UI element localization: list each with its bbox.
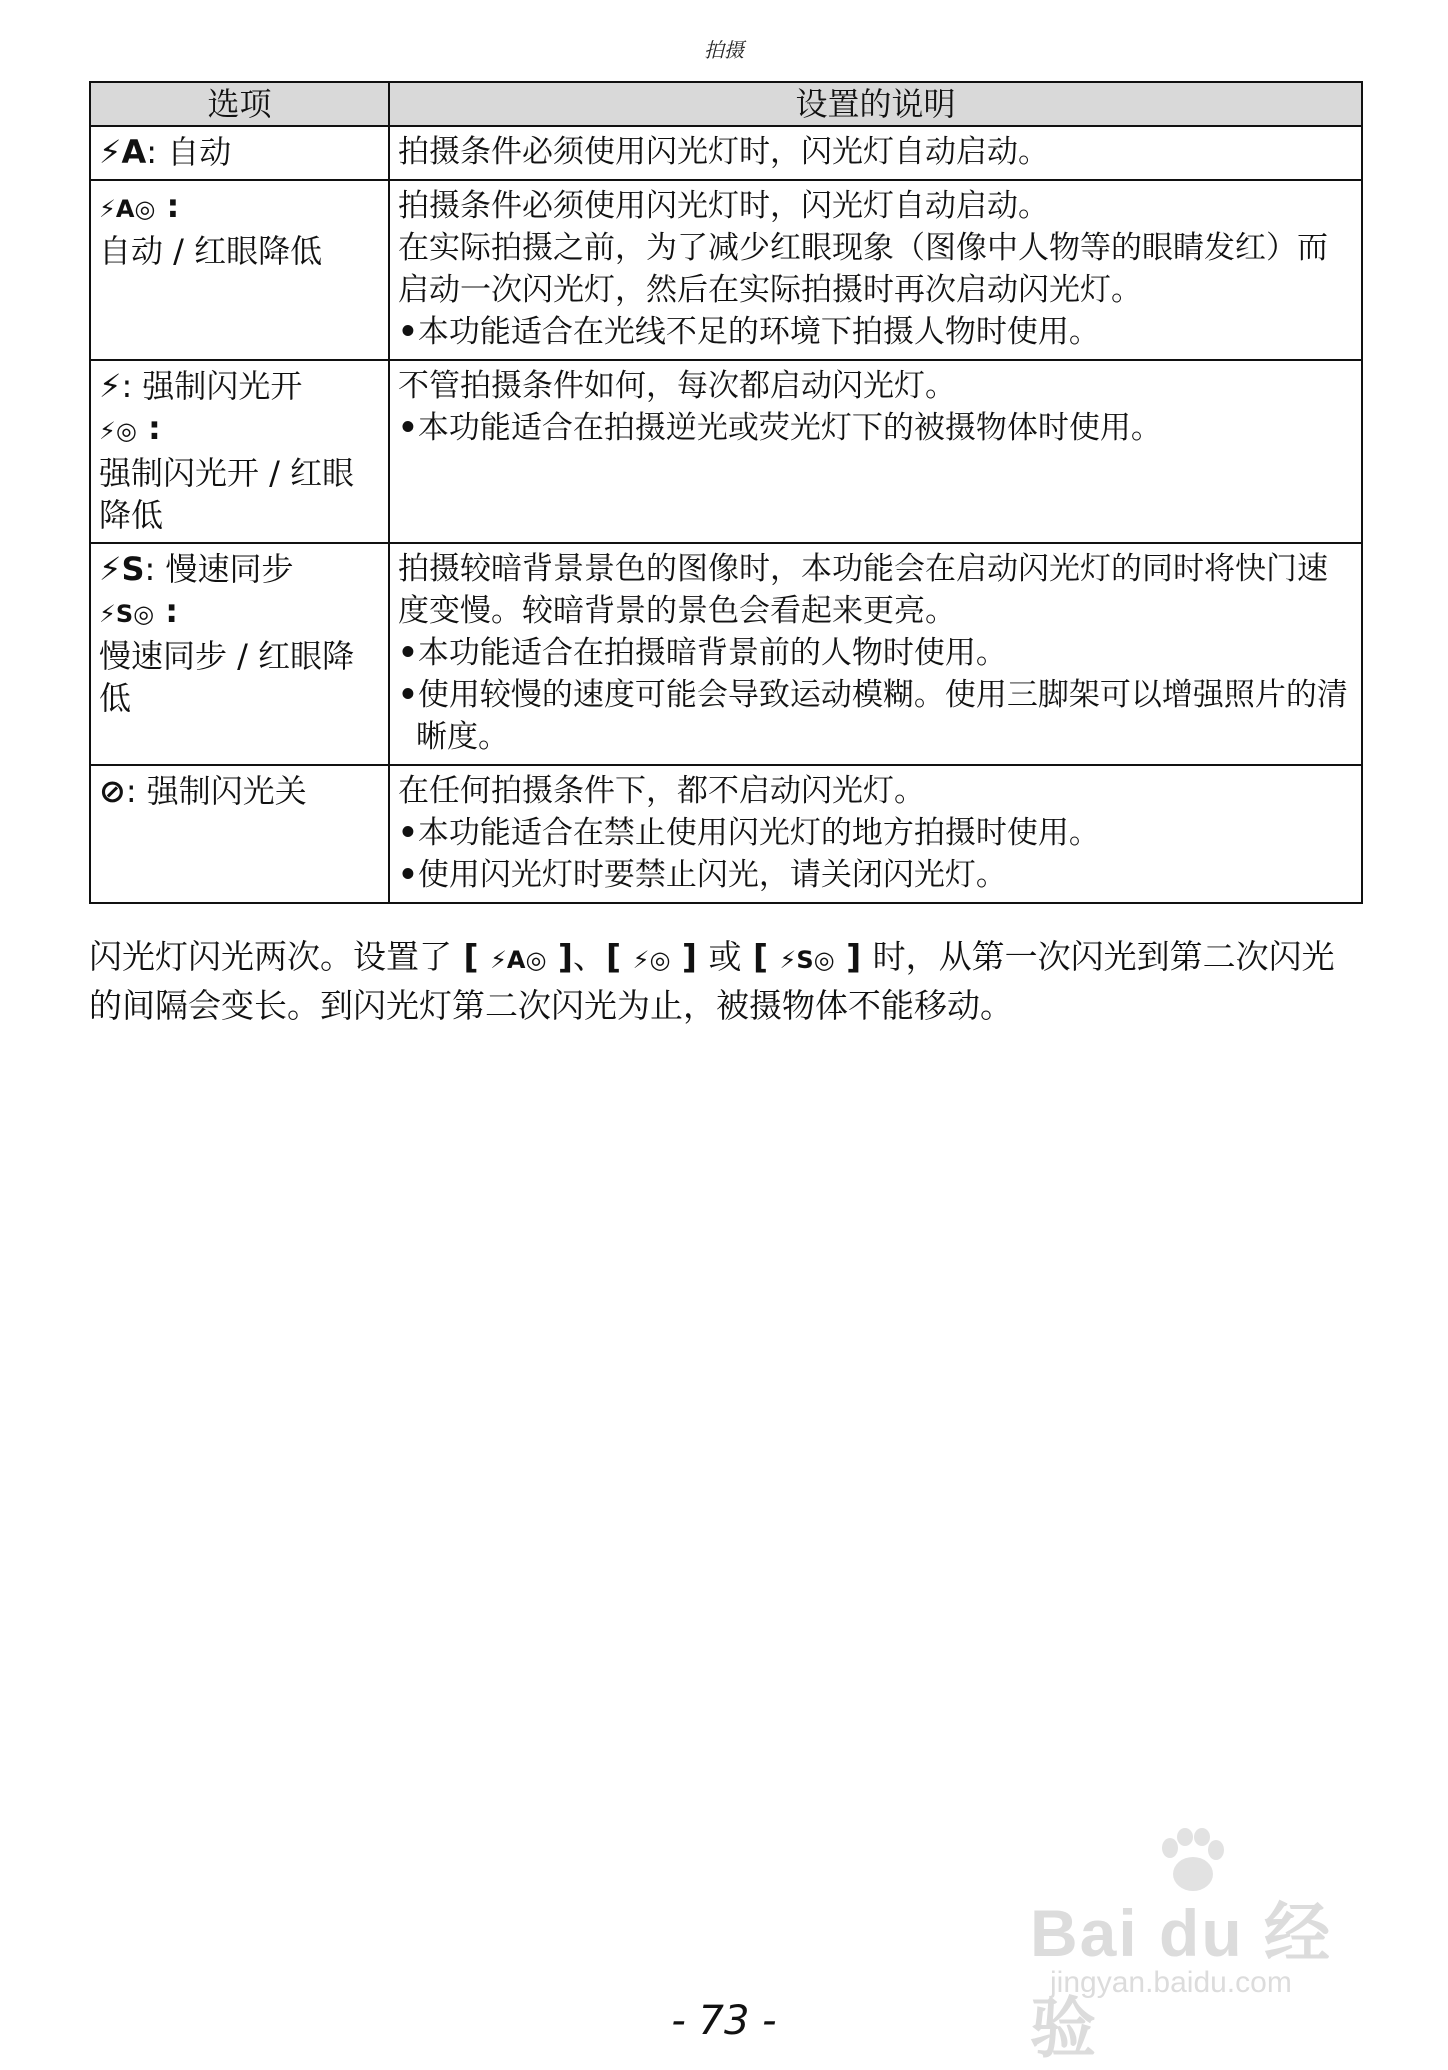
note-separator: 或: [708, 937, 742, 976]
option-cell: [90, 765, 389, 903]
option-label: : 自动: [146, 133, 232, 171]
bullet-text: 本功能适合在拍摄暗背景前的人物时使用。: [417, 635, 1007, 671]
bullet-item: •本功能适合在禁止使用闪光灯的地方拍摄时使用。: [398, 815, 1100, 851]
description-text: 在实际拍摄之前，为了减少红眼现象（图像中人物等的眼睛发红）而启动一次闪光灯，然后在实际拍摄时再次启动闪光灯。: [398, 230, 1328, 308]
flash-off-icon: ⊘: [99, 772, 126, 810]
watermark-logo: Bai du 经验: [1030, 1896, 1333, 2065]
description-cell: [389, 360, 1362, 543]
option-cell: [90, 126, 389, 180]
column-header-option: 选项: [90, 82, 389, 126]
flash-auto-redeye-icon: ⚡A◎: [490, 946, 547, 974]
flash-on-redeye-icon: ⚡◎: [99, 417, 137, 445]
note-separator: 、: [573, 937, 607, 976]
page-number: - 73 -: [671, 1998, 777, 2044]
note-text: 闪光灯闪光两次。设置了: [89, 937, 452, 976]
option-label: :: [154, 592, 179, 630]
column-header-description: 设置的说明: [389, 82, 1362, 126]
table-row: [90, 360, 1362, 543]
option-cell: [90, 543, 389, 765]
bullet-text: 使用闪光灯时要禁止闪光，请关闭闪光灯。: [417, 857, 1007, 893]
page-header: 拍摄: [704, 38, 744, 62]
description-text: 不管拍摄条件如何，每次都启动闪光灯。: [398, 368, 956, 404]
description-cell: [389, 126, 1362, 180]
flash-slow-sync-redeye-icon: ⚡S◎: [779, 946, 835, 974]
description-cell: [389, 180, 1362, 360]
option-label: : 强制闪光关: [125, 772, 307, 810]
description-cell: [389, 765, 1362, 903]
baidu-jingyan-watermark: [1030, 1880, 1390, 2065]
watermark-url: jingyan.baidu.com: [1050, 1966, 1292, 1999]
option-cell: [90, 360, 389, 543]
option-label: :: [136, 409, 161, 447]
bullet-item: •使用闪光灯时要禁止闪光，请关闭闪光灯。: [398, 857, 1007, 893]
bullet-text: 本功能适合在光线不足的环境下拍摄人物时使用。: [417, 314, 1100, 350]
option-label: :: [155, 187, 180, 225]
option-label: : 慢速同步: [144, 550, 294, 588]
table-row: [90, 126, 1362, 180]
description-text: 在任何拍摄条件下，都不启动闪光灯。: [398, 773, 925, 809]
note-text: 时，从第一次闪光到第二次闪光的间隔会变长。到闪光灯第二次闪光为止，被摄物体不能移动。: [89, 937, 1335, 1025]
flash-auto-icon: ⚡A: [99, 133, 147, 171]
option-label: : 强制闪光开: [121, 367, 303, 405]
description-text: 拍摄较暗背景景色的图像时，本功能会在启动闪光灯的同时将快门速度变慢。较暗背景的景色会看起来更亮。: [398, 551, 1328, 629]
flash-on-icon: ⚡: [99, 367, 122, 405]
description-cell: [389, 543, 1362, 765]
flash-auto-redeye-icon: ⚡A◎: [99, 195, 156, 223]
description-text: 拍摄条件必须使用闪光灯时，闪光灯自动启动。: [398, 188, 1049, 224]
option-label: 自动 / 红眼降低: [99, 232, 323, 270]
flash-slow-sync-redeye-icon: ⚡S◎: [99, 600, 155, 628]
flash-note-paragraph: 闪光灯闪光两次。设置了 [ ⚡A◎ ]、[ ⚡◎ ] 或 [ ⚡S◎ ] 时，从第一次闪光到第二次闪光的间隔会变长。到闪光灯第二次闪光为止，被摄物体不能移动。: [89, 937, 1335, 1025]
bullet-item: •本功能适合在光线不足的环境下拍摄人物时使用。: [398, 314, 1100, 350]
option-label: 慢速同步 / 红眼降低: [99, 637, 355, 717]
bullet-item: •使用较慢的速度可能会导致运动模糊。使用三脚架可以增强照片的清晰度。: [398, 677, 1348, 755]
description-text: 拍摄条件必须使用闪光灯时，闪光灯自动启动。: [398, 134, 1049, 170]
table-header-row: [90, 82, 1362, 126]
bullet-item: •本功能适合在拍摄暗背景前的人物时使用。: [398, 635, 1007, 671]
table-row: [90, 180, 1362, 360]
bullet-text: 使用较慢的速度可能会导致运动模糊。使用三脚架可以增强照片的清晰度。: [416, 677, 1348, 755]
option-cell: [90, 180, 389, 360]
bullet-text: 本功能适合在禁止使用闪光灯的地方拍摄时使用。: [417, 815, 1100, 851]
flash-on-redeye-icon: ⚡◎: [632, 946, 671, 974]
option-label: 强制闪光开 / 红眼降低: [99, 454, 355, 534]
table-row: [90, 543, 1362, 765]
flash-slow-sync-icon: ⚡S: [99, 550, 145, 588]
flash-mode-table: [89, 81, 1363, 904]
bullet-text: 本功能适合在拍摄逆光或荧光灯下的被摄物体时使用。: [417, 410, 1162, 446]
table-row: [90, 765, 1362, 903]
bullet-item: •本功能适合在拍摄逆光或荧光灯下的被摄物体时使用。: [398, 410, 1162, 446]
